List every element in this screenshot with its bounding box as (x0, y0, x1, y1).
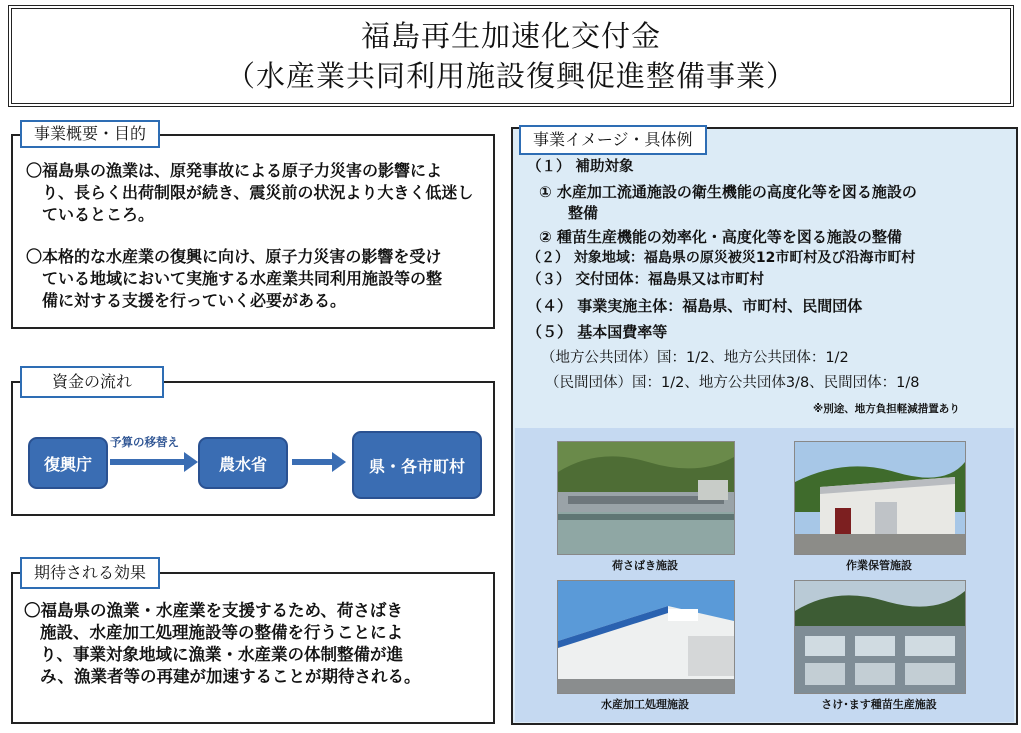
photo-hatchery-facility (794, 580, 966, 694)
overview-text-line: ているところ。 (42, 205, 155, 224)
title-sub: （水産業共同利用施設復興促進整備事業） (225, 59, 796, 93)
flow-box-maff: 農水省 (198, 437, 288, 489)
photo-caption-landing: 荷さばき施設 (612, 559, 678, 572)
target-area: （２） 対象地域：福島県の原災被災12市町村及び沿海市町村 (527, 250, 916, 266)
overview-paragraph-2 (26, 246, 442, 312)
overview-text-line: ている地域において実施する水産業共同利用施設等の整 (42, 269, 443, 288)
subsidy-rate-heading: （５） 基本国費率等 (527, 323, 668, 341)
flow-box-reconstruction-agency: 復興庁 (28, 437, 108, 489)
photo-storage-facility (794, 441, 966, 555)
flow-arrow-label: 予算の移替え (110, 435, 179, 449)
effects-text-line: み、漁業者等の再建が加速することが期待される。 (40, 667, 421, 686)
funding-label: 資金の流れ (20, 366, 164, 398)
effects-text (24, 600, 421, 688)
target-item-2: ② 種苗生産機能の効率化・高度化等を図る施設の整備 (539, 228, 902, 246)
target-heading: （１） 補助対象 (527, 159, 634, 175)
effects-text-line: り、事業対象地域に漁業・水産業の体制整備が進 (40, 645, 403, 664)
flow-box-prefecture-municipalities: 県・各市町村 (352, 431, 482, 499)
grant-body: （３） 交付団体：福島県又は市町村 (527, 272, 765, 288)
overview-text-line: り、長らく出荷制限が続き、震災前の状況より大きく低迷し (42, 183, 474, 202)
overview-text-line: 〇本格的な水産業の復興に向け、原子力災害の影響を受け (26, 247, 442, 266)
title-box (8, 5, 1014, 107)
target-item-1-cont: 整備 (568, 204, 599, 222)
target-item-1: ① 水産加工流通施設の衛生機能の高度化等を図る施設の (539, 183, 917, 201)
effects-panel (11, 572, 495, 724)
flow-arrow-2 (292, 452, 348, 472)
effects-label: 期待される効果 (20, 557, 160, 589)
subsidy-rate-private: （民間団体）国：1/2、地方公共団体3/8、民間団体：1/8 (545, 375, 920, 391)
overview-panel (11, 134, 495, 329)
photo-landing-facility (557, 441, 735, 555)
photo-caption-storage: 作業保管施設 (846, 559, 912, 572)
implementer: （４） 事業実施主体：福島県、市町村、民間団体 (527, 297, 863, 315)
photo-processing-facility (557, 580, 735, 694)
processing-facility-image (558, 581, 734, 693)
effects-text-line: 施設、水産加工処理施設等の整備を行うことによ (40, 623, 403, 642)
subsidy-rate-local: （地方公共団体）国：1/2、地方公共団体：1/2 (541, 350, 849, 366)
photo-caption-hatchery: さけ･ます種苗生産施設 (821, 698, 937, 711)
storage-facility-image (795, 442, 965, 554)
effects-text-line: 〇福島県の漁業・水産業を支援するため、荷さばき (24, 601, 403, 620)
hatchery-facility-image (795, 581, 965, 693)
landing-facility-image (558, 442, 734, 554)
overview-paragraph-1 (26, 160, 473, 226)
photo-caption-processing: 水産加工処理施設 (601, 698, 689, 711)
photo-area (515, 428, 1014, 722)
overview-text-line: 備に対する支援を行っていく必要がある。 (42, 291, 347, 310)
note: ※別途、地方負担軽減措置あり (813, 403, 960, 415)
flow-arrow-1 (110, 452, 198, 472)
title-main: 福島再生加速化交付金 (360, 19, 661, 53)
overview-label: 事業概要・目的 (20, 120, 160, 148)
image-label: 事業イメージ・具体例 (519, 125, 707, 155)
overview-text-line: 〇福島県の漁業は、原発事故による原子力災害の影響によ (26, 161, 443, 180)
